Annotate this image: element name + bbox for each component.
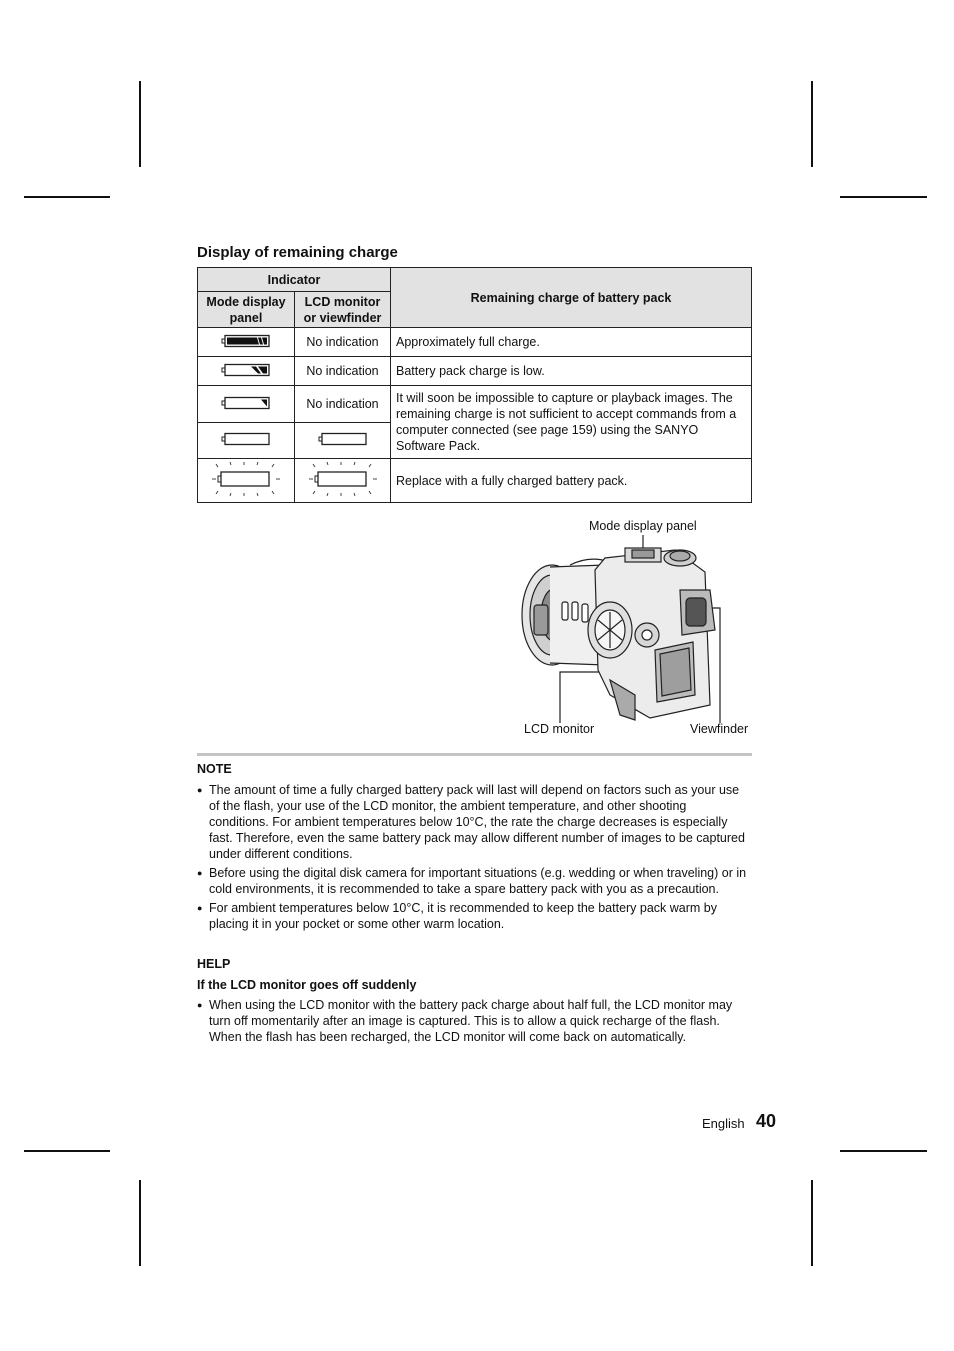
battery-empty-icon: [295, 423, 391, 459]
note-heading: NOTE: [197, 762, 232, 776]
table-row: [198, 357, 752, 386]
page-number: 40: [756, 1111, 777, 1131]
table-row: [198, 328, 752, 357]
footer-language: English: [702, 1116, 745, 1131]
lcd-indication: No indication: [295, 328, 391, 357]
crop-mark: [840, 1150, 927, 1152]
lcd-indication: No indication: [295, 386, 391, 423]
table-row: [198, 459, 752, 503]
list-item: ● When using the LCD monitor with the battery pack charge about half full, the LCD monitor may turn off momentarily after an image is captured. This is to allow a quick recharge of the flash. When the flash has been recharged, the LCD monitor will come back on automatically.: [197, 997, 749, 1045]
header-indicator: Indicator: [198, 268, 391, 292]
header-mode-display: Mode display panel: [198, 292, 295, 328]
crop-mark: [840, 196, 927, 198]
header-lcd: LCD monitor or viewfinder: [295, 292, 391, 328]
battery-half-icon: [198, 357, 295, 386]
crop-mark: [24, 196, 110, 198]
list-item: ● For ambient temperatures below 10°C, it is recommended to keep the battery pack warm by placing it in your pocket or some other warm location.: [197, 900, 749, 932]
row-description: Battery pack charge is low.: [391, 357, 752, 386]
table-row: [198, 386, 752, 423]
row-description: Approximately full charge.: [391, 328, 752, 357]
help-subheading: If the LCD monitor goes off suddenly: [197, 978, 417, 992]
charge-table: [197, 267, 752, 503]
battery-empty-icon: [198, 423, 295, 459]
divider: [197, 753, 752, 756]
camera-illustration: [510, 530, 750, 725]
help-list: [197, 997, 749, 1048]
list-item: ● The amount of time a fully charged battery pack will last will depend on factors such as your use of the flash, your use of the LCD monitor, the ambient temperature, and other shooting conditions. For ambient temperatures below 10°C, the rate the charge decreases is especially fast. Therefore, even the same battery pack may allow different number of images to be captured under different conditions.: [197, 782, 749, 862]
crop-mark: [24, 1150, 110, 1152]
help-heading: HELP: [197, 957, 231, 971]
row-description: It will soon be impossible to capture or playback images. The remaining charge is not sufficient to accept commands from a computer connected (see page 159) using the SANYO Software Pack.: [391, 386, 752, 459]
section-title: Display of remaining charge: [197, 244, 398, 261]
label-mode-display-panel: Mode display panel: [589, 519, 697, 533]
list-item: ● Before using the digital disk camera for important situations (e.g. wedding or when traveling) or in cold environments, it is recommended to take a spare battery pack with you as a precaution.: [197, 865, 749, 897]
label-viewfinder: Viewfinder: [690, 722, 749, 736]
battery-blinking-icon: [198, 459, 295, 503]
battery-full-icon: [198, 328, 295, 357]
battery-low-icon: [198, 386, 295, 423]
row-description: Replace with a fully charged battery pack.: [391, 459, 752, 503]
header-remaining: Remaining charge of battery pack: [391, 268, 752, 328]
crop-mark: [139, 81, 141, 167]
crop-mark: [811, 1180, 813, 1266]
label-lcd-monitor: LCD monitor: [524, 722, 595, 736]
battery-blinking-icon: [295, 459, 391, 503]
crop-mark: [811, 81, 813, 167]
crop-mark: [139, 1180, 141, 1266]
lcd-indication: No indication: [295, 357, 391, 386]
note-list: [197, 782, 749, 935]
